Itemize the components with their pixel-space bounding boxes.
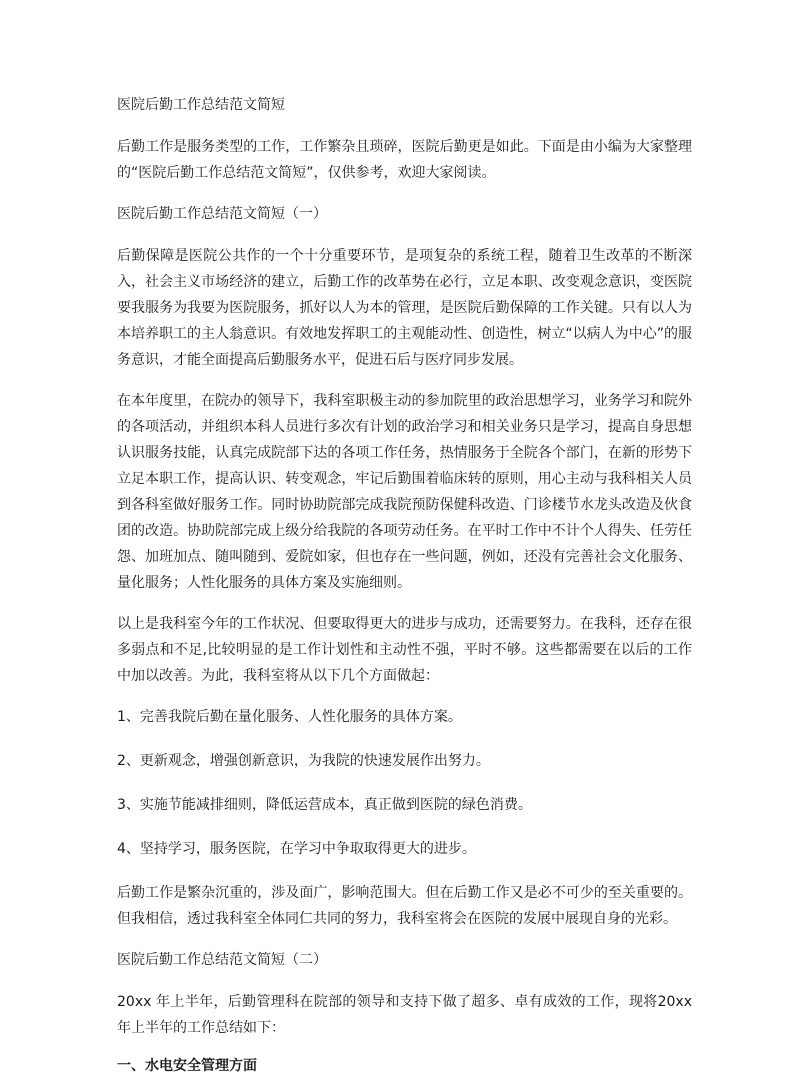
- document-content: [117, 92, 692, 1079]
- list-item: 2、更新观念，增强创新意识，为我院的快速发展作出努力。: [117, 753, 490, 769]
- intro-paragraph: 后勤工作是服务类型的工作，工作繁杂且琐碎，医院后勤更是如此。下面是由小编为大家整理的“医院后勤工作总结范文简短”，仅供参考，欢迎大家阅读。: [117, 139, 692, 181]
- section1-paragraph-2: 在本年度里，在院办的领导下，我科室职极主动的参加院里的政治思想学习，业务学习和院外的各项活动，并组织本科人员进行多次有计划的政治学习和相关业务只是学习，提高自身思想认识服务技能，认真完成院部下达的各项工作任务，热情服务于全院各个部门，在新的形势下立足本职工作，提高认识、转变观念，牢记后勤围着临床转的原则，用心主动与我科相关人员到各科室做好服务工作。同时协助院部完成我院预防保健科改造、门诊楼节水龙头改造及伙食团的改造。协助院部完成上级分给我院的各项劳动任务。在平时工作中不计个人得失、任劳任怨、加班加点、随叫随到、爱院如家，但也存在一些问题，例如，还没有完善社会文化服务、量化服务；人性化服务的具体方案及实施细则。: [117, 393, 692, 591]
- section1-paragraph-3: 以上是我科室今年的工作状况、但要取得更大的进步与成功，还需要努力。在我科，还存在很多弱点和不足,比较明显的是工作计划性和主动性不强，平时不够。这些都需要在以后的工作中加以改善。为此，我科室将从以下几个方面做起：: [117, 616, 692, 684]
- list-item: 4、坚持学习，服务医院，在学习中争取取得更大的进步。: [117, 841, 476, 857]
- section2-paragraph-1: 20xx 年上半年，后勤管理科在院部的领导和支持下做了超多、卓有成效的工作，现将20xx 年上半年的工作总结如下：: [117, 994, 692, 1036]
- document-title: 医院后勤工作总结范文简短: [117, 97, 285, 113]
- section1-paragraph-4: 后勤工作是繁杂沉重的，涉及面广，影响范围大。但在后勤工作又是必不可少的至关重要的。但我相信，透过我科室全体同仁共同的努力，我科室将会在医院的发展中展现自身的光彩。: [117, 885, 692, 927]
- list-item: 3、实施节能减排细则，降低运营成本，真正做到医院的绿色消费。: [117, 797, 532, 813]
- section1-paragraph-1: 后勤保障是医院公共作的一个十分重要环节，是项复杂的系统工程，随着卫生改革的不断深入，社会主义市场经济的建立，后勤工作的改革势在必行，立足本职、改变观念意识，变医院要我服务为我要为医院服务，抓好以人为本的管理，是医院后勤保障的工作关键。只有以人为本培养职工的主人翁意识。有效地发挥职工的主观能动性、创造性，树立“以病人为中心”的服务意识，才能全面提高后勤服务水平，促进石后与医疗同步发展。: [117, 248, 692, 368]
- section-title-2: 医院后勤工作总结范文简短（二）: [117, 952, 327, 968]
- section-title-1: 医院后勤工作总结范文简短（一）: [117, 206, 327, 222]
- list-item: 1、完善我院后勤在量化服务、人性化服务的具体方案。: [117, 709, 462, 725]
- section2-heading-1: 一、水电安全管理方面: [117, 1058, 257, 1074]
